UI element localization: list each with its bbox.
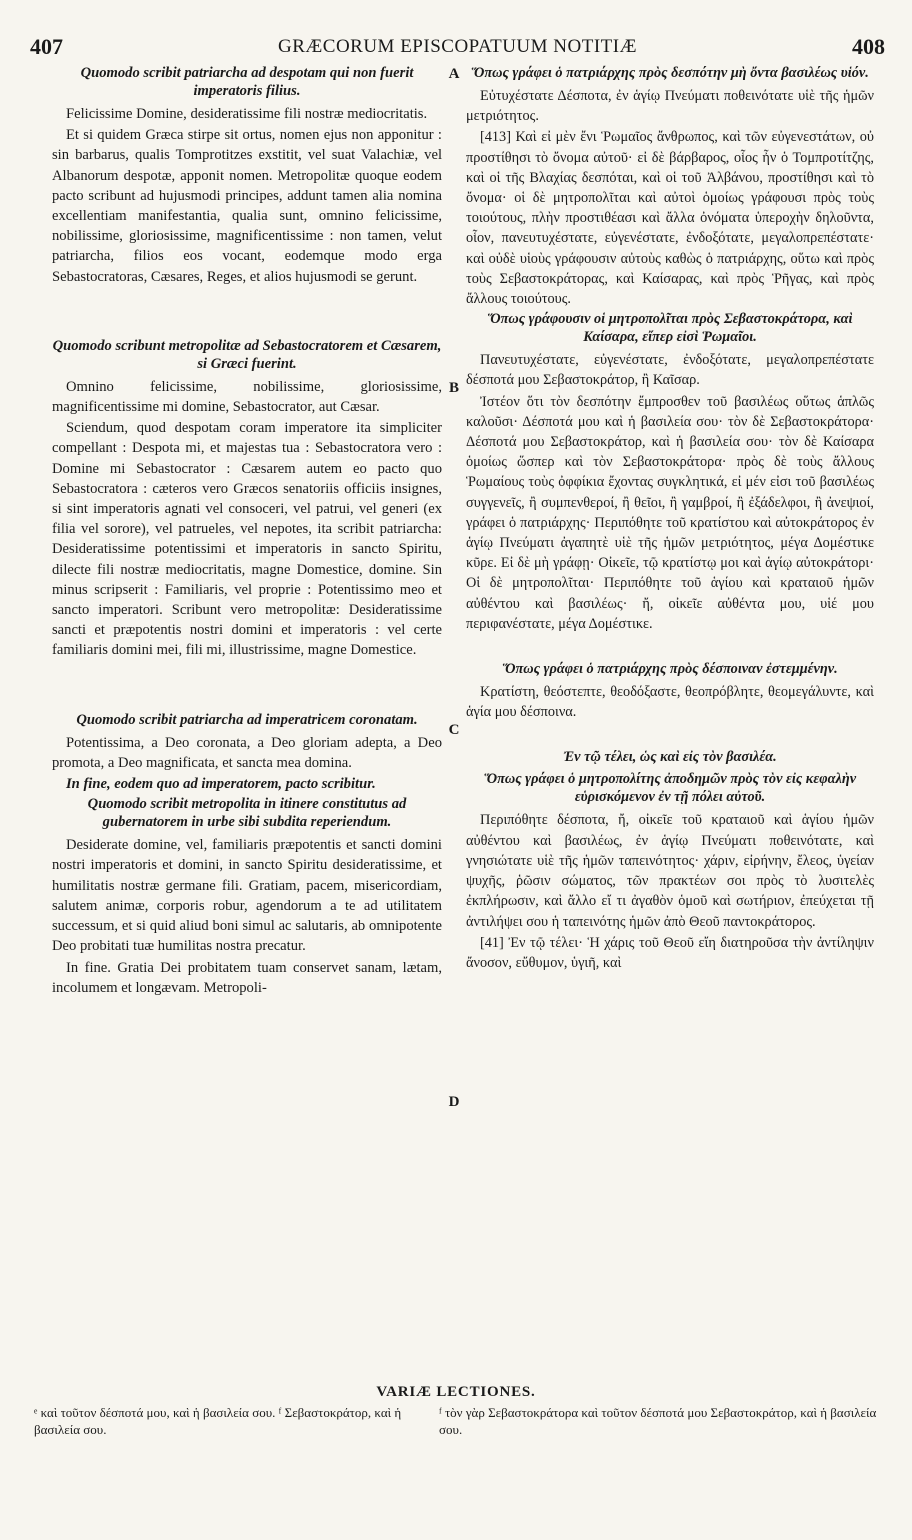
margin-marker-d: D	[448, 1094, 460, 1110]
greek-heading-sebastocrator: Ὅπως γράφουσιν οἱ μητροπολῖται πρὸς Σεβαστοκράτορα, καὶ Καίσαρα, εἴπερ εἰσὶ Ῥωμαῖοι.	[487, 311, 853, 346]
margin-marker-a: A	[448, 66, 460, 82]
greek-paragraph: [413] Καὶ εἰ μὲν ἔνι Ῥωμαῖος ἄνθρωπος, καὶ τῶν εὐγενεστάτων, οὐ προστίθησι τὸ ὄνομα αὐτοῦ· εἰ δὲ βάρβαρος, οἷος ἦν ὁ Τομπροτίτζης, καὶ οἱ τῆς Βλαχίας δεσπόται, καὶ οἱ τοῦ Ἀλβάνου, προστίθησι καὶ τὸ ὄνομα· οἱ δὲ μητροπολῖται καὶ αὐτοὶ ὁμοίως γράφουσι πρὸς τοὺς τοιούτους, πλὴν προστιθέασι καὶ ἄλλα ὀνόματα ὑπεροχὴν δηλοῦντα, οἷον, πανευτυχέστατε, εὐγενέστατε, ἐνδοξότατε, μεγαλοπρεπέστατε· καὶ οὐδὲ υἱοὺς γράφουσιν αὐτοὺς καθὼς ὁ πατριάρχης, οὕτω καὶ πρὸς τοὺς Σεβαστοκράτορας, καὶ Καίσαρας, καὶ πρὸς Ῥῆγας, καὶ πρὸς ἄλλους τοιούτους.	[466, 129, 874, 308]
greek-paragraph: [41] Ἐν τῷ τέλει· Ἡ χάρις τοῦ Θεοῦ εἴη διατηροῦσα τὴν ἀντίληψιν ἄνοσον, εὔθυμον, ὑγιῆ, καὶ	[466, 934, 874, 971]
latin-column	[52, 64, 442, 1382]
footnote-right: ᶠ τὸν γὰρ Σεβαστοκράτορα καὶ τοῦτον δέσποτά μου Σεβαστοκράτορ, καὶ ἡ βασιλεία σου.	[439, 1405, 877, 1437]
latin-paragraph: Desiderate domine, vel, familiaris præpotentis et sancti domini nostri imperatoris et domini, in sancto Spiritu desideratissime, et humilitatis nostræ germane fili. Gratiam, pacem, misericordiam, salutem animæ, corporis robur, agendorum a te ad utilitatem successum, et si quid aliud boni simul ac salutaris, ab omnipotente Deo probitati tuæ humilitas nostra precatur.	[52, 837, 442, 955]
greek-column	[466, 64, 874, 1382]
greek-heading-governor: Ὅπως γράφει ὁ μητροπολίτης ἀποδημῶν πρὸς τὸν εἰς κεφαλὴν εὑρισκόμενον ἐν τῇ πόλει αὐτοῦ.	[483, 771, 857, 806]
greek-paragraph: Ἰστέον ὅτι τὸν δεσπότην ἔμπροσθεν τοῦ βασιλέως οὕτως ἁπλῶς καλοῦσι· Δέσποτά μου καὶ ἡ βασιλεία σου· τὸν δὲ Σεβαστοκράτορα· Δέσποτά μου Σεβαστοκράτορ, καὶ ἡ βασιλεία σου· τὸν δὲ Καίσαρα ὁμοίως ὥσπερ καὶ τὸν Σεβαστοκράτορα· πρὸς δὲ τοὺς ἄλλους Ῥωμαίους τοὺς ὀφφίκια ἔχοντας συγκλητικά, εἰ μέν εἰσι τοῦ βασιλέως συγγενεῖς, ἢ συμπενθεροί, ἢ θεῖοι, ἢ γαμβροί, ἢ ἐξάδελφοι, ἢ ἀνεψιοί, γράφει ὁ πατριάρχης· Περιπόθητε τοῦ κρατίστου καὶ αὐτοκράτορος ἐν ἁγίῳ Πνεύματι ἀγαπητὲ υἱὲ τῆς ἡμῶν μετριότητος, μέγα Δομέστικε κῦρε. Εἰ δὲ μὴ γράφῃ· Οἰκεῖε, τῷ κρατίστῳ μοι καὶ ἁγίῳ αὐτοκράτορι· Οἱ δὲ μητροπολῖται· Περιπόθητε τοῦ ἁγίου καὶ κραταιοῦ ἡμῶν αὐθέντου καὶ βασιλέως· ἤ, οἰκεῖε αὐθέντα μου, υἱέ μου περιφανέστατε, μέγα Δομέστικε.	[466, 393, 874, 632]
page-number-right: 408	[852, 34, 885, 59]
greek-paragraph: Κρατίστη, θεόστεπτε, θεοδόξαστε, θεοπρόβλητε, θεομεγάλυντε, καὶ ἁγία μου δέσποινα.	[466, 684, 874, 721]
latin-paragraph-in-fine: In fine, eodem quo ad imperatorem, pacto scribitur.	[66, 776, 376, 793]
margin-marker-c: C	[448, 722, 460, 738]
running-title: GRÆCORUM EPISCOPATUUM NOTITIÆ	[277, 36, 637, 57]
latin-paragraph: Omnino felicissime, nobilissime, gloriosissime, magnificentissime mi domine, Sebastocrator, aut Cæsar.	[52, 378, 442, 416]
latin-heading-despot: Quomodo scribit patriarcha ad despotam qui non fuerit imperatoris filius.	[80, 65, 414, 99]
latin-heading-governor: Quomodo scribit metropolita in itinere constitutus ad gubernatorem in urbe sibi subdita reperiendum.	[87, 796, 407, 831]
greek-paragraph: Εὐτυχέστατε Δέσποτα, ἐν ἁγίῳ Πνεύματι ποθεινότατε υἱὲ τῆς ἡμῶν μετριότητος.	[466, 88, 874, 125]
greek-heading-in-fine: Ἐν τῷ τέλει, ὡς καὶ εἰς τὸν βασιλέα.	[563, 749, 777, 766]
greek-paragraph: Περιπόθητε δέσποτα, ἤ, οἰκεῖε τοῦ κραταιοῦ καὶ ἁγίου ἡμῶν αὐθέντου καὶ βασιλέως, ἐν ἁγίῳ Πνεύματι ποθεινότατε, καὶ γνησιώτατε υἱὲ τῆς ἡμῶν ταπεινότητος· χάριν, εἰρήνην, ἔλεος, ὑγείαν ψυχῆς, ῥῶσιν σώματος, τῶν πρακτέων σοι πρὸς τὸ λυσιτελὲς ἐκπλήρωσιν, καὶ ἄλλο εἴ τι ἀγαθὸν ὁμοῦ καὶ σωτήριον, ἐπεύχεται τῇ ἀντιλήψει σου ἡ ταπεινότης ἡμῶν ἀπὸ Θεοῦ παντοκράτορος.	[466, 812, 874, 930]
latin-paragraph: In fine. Gratia Dei probitatem tuam conservet sanam, lætam, incolumem et longævam. Metropoli-	[52, 959, 442, 996]
greek-paragraph: Πανευτυχέστατε, εὐγενέστατε, ἐνδοξότατε, μεγαλοπρεπέστατε δέσποτά μου Σεβαστοκράτορ, ἢ Καῖσαρ.	[466, 352, 874, 389]
footnote-left: ᵉ καὶ τοῦτον δέσποτά μου, καὶ ἡ βασιλεία σου. ᶠ Σεβαστοκράτορ, καὶ ἡ βασιλεία σου.	[34, 1405, 402, 1437]
latin-paragraph: Felicissime Domine, desideratissime fili nostræ mediocritatis.	[66, 106, 428, 122]
latin-paragraph: Potentissima, a Deo coronata, a Deo gloriam adepta, a Deo promota, a Deo magnificata, et sancta mea domina.	[52, 734, 442, 771]
greek-heading-empress: Ὅπως γράφει ὁ πατριάρχης πρὸς δέσποιναν ἐστεμμένην.	[502, 661, 838, 678]
variae-lectiones-title: VARIÆ LECTIONES.	[376, 1384, 536, 1400]
latin-heading-empress: Quomodo scribit patriarcha ad imperatricem coronatam.	[76, 711, 418, 728]
page-number-left: 407	[30, 34, 63, 59]
latin-paragraph: Sciendum, quod despotam coram imperatore ita simpliciter compellant : Despota mi, et majestas tua : Sebastocratora vero : Domine mi Sebastocrator : Cæsarem autem eo pacto quo Sebastocratora : cæteros vero Græcos senatoriis officiis insignes, si sint imperatoris agnati vel consoceri, vel patrui, vel generi (ex filia vel sorore), vel patrueles, vel nepotes, ita scribit patriarcha: Desideratissime potentissimi et imperatoris in sancto Spiritu, dilecte fili nostræ mediocritatis, magne Domestice, domine. Sin minus scripserit : Familiaris, vel proprie : Potentissimo meo et sancto imperatori. Scribunt vero metropolitæ: Desideratissime sancti et præpotentis nostri domini et imperatoris : vel certe familiaris domini mei, fili mi, illustrissime, magne Domestice.	[52, 420, 442, 659]
greek-heading-despot: Ὅπως γράφει ὁ πατριάρχης πρὸς δεσπότην μὴ ὄντα βασιλέως υἱόν.	[471, 65, 869, 81]
latin-heading-sebastocrator: Quomodo scribunt metropolitæ ad Sebastocratorem et Cæsarem, si Græci fuerint.	[52, 337, 442, 372]
latin-paragraph: Et si quidem Græca stirpe sit ortus, nomen ejus non apponitur : sin barbarus, qualis Tomprotitzes exstitit, vel suat Valachiæ, vel Albanorum despotæ, apponit nomen. Metropolitæ quoque eodem pacto scribunt ad hujusmodi principes, addunt tamen alia nomina excellentiam manifestantia, qualia sunt, omnino felicissime, nobilissime, gloriosissime, magnificentissime : non tamen, velut patriarcha, filios eos vocant, eodemque modo erga Sebastocratoras, Cæsares, Reges, et alios hujusmodi se gerunt.	[52, 127, 442, 285]
page-header	[30, 34, 885, 60]
margin-marker-b: B	[448, 380, 459, 396]
